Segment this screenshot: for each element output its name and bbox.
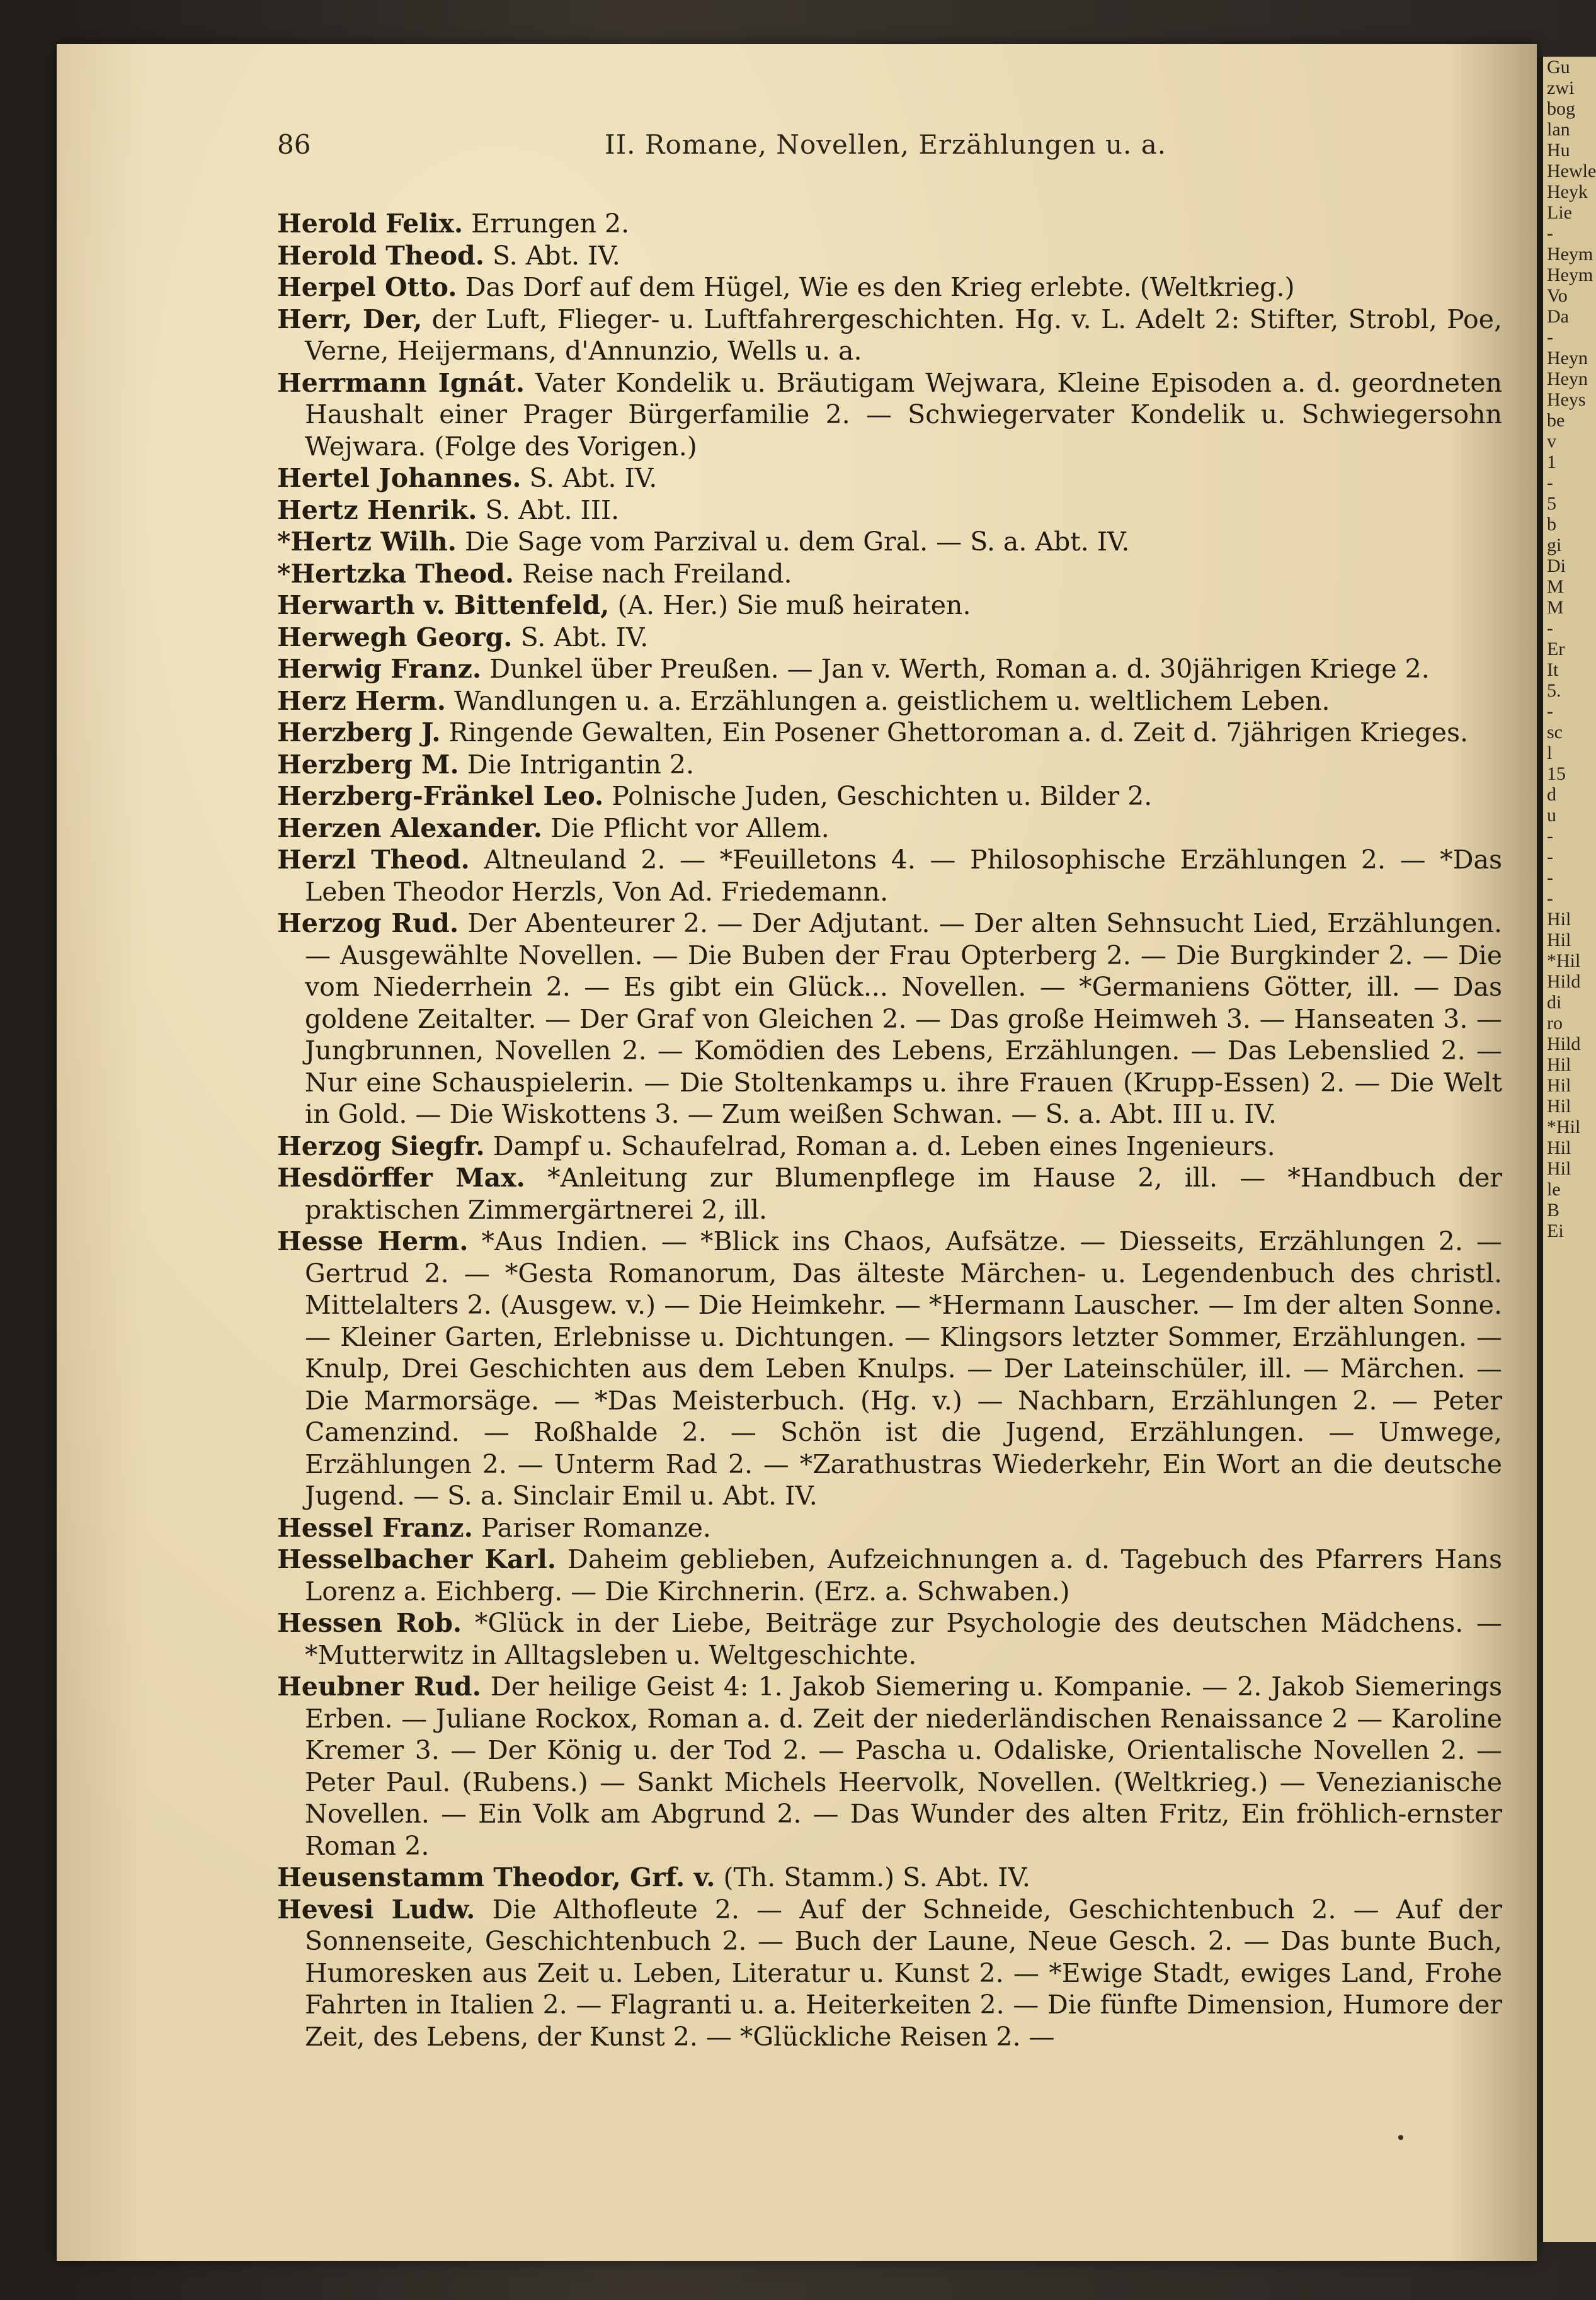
- entry-author: Herzl Theod.: [277, 845, 470, 875]
- entry-works: Vater Kondelik u. Bräutigam Wejwara, Kleine Episoden a. d. geordneten Haushalt einer Prager Bürgerfamilie 2. — Schwiegervater Kondelik u. Schwiegersohn Wejwara. (Folge des Vorigen.): [305, 367, 1502, 462]
- next-page-fragment: Heys: [1547, 389, 1586, 410]
- next-page-fragment: -: [1547, 472, 1553, 493]
- next-page-fragment: Ei: [1547, 1221, 1564, 1241]
- next-page-fragment: Heym: [1547, 244, 1593, 265]
- next-page-fragment: 5.: [1547, 680, 1561, 701]
- entry-list: [277, 208, 1502, 2052]
- entry-author: Hesselbacher Karl.: [277, 1544, 557, 1574]
- next-page-fragment: di: [1547, 992, 1562, 1013]
- next-page-fragment: -: [1547, 327, 1553, 348]
- list-item: [277, 1544, 1502, 1607]
- next-page-fragment: l: [1547, 743, 1553, 763]
- list-item: [277, 1512, 1502, 1544]
- running-title: II. Romane, Novellen, Erzählungen u. a.: [605, 129, 1167, 160]
- entry-author: Herz Herm.: [277, 685, 447, 716]
- next-page-fragment: Hil: [1547, 1096, 1571, 1117]
- entry-author: *Hertz Wilh.: [277, 527, 457, 557]
- next-page-fragment: B: [1547, 1200, 1560, 1221]
- next-page-fragment: 5: [1547, 493, 1556, 514]
- list-item: [277, 240, 1502, 272]
- list-item: [277, 526, 1502, 558]
- entry-works: Der Abenteurer 2. — Der Adjutant. — Der alten Sehnsucht Lied, Erzählungen. — Ausgewählte Novellen. — Die Buben der Frau Opterberg 2. — Die Burgkinder 2. — Die vom Niederrhein 2. — Es gibt ein Glück... Novellen. — *Germaniens Götter, ill. — Das goldene Zeitalter. — Der Graf von Gleichen 2. — Das große Heimweh 3. — Hanseaten 3. — Jungbrunnen, Novellen 2. — Komödien des Lebens, Erzählungen. — Das Lebenslied 2. — Nur eine Schauspielerin. — Die Stoltenkamps u. ihre Frauen (Krupp-Essen) 2. — Die Welt in Gold. — Die Wiskottens 3. — Zum weißen Schwan. — S. a. Abt. III u. IV.: [305, 908, 1502, 1129]
- ink-speck: [1398, 2135, 1403, 2140]
- next-page-fragment: -: [1547, 867, 1553, 888]
- entry-author: Hessen Rob.: [277, 1608, 462, 1638]
- entry-works: Die Sage vom Parzival u. dem Gral. — S. a. Abt. IV.: [456, 527, 1130, 557]
- list-item: [277, 271, 1502, 304]
- list-item: [277, 494, 1502, 527]
- entry-works: Die Intrigantin 2.: [459, 749, 695, 780]
- next-page-fragment: Da: [1547, 306, 1569, 327]
- next-page-edge: [1537, 57, 1596, 2242]
- entry-author: Hertz Henrik.: [277, 494, 477, 525]
- list-item: [277, 780, 1502, 812]
- next-page-fragment: *Hil: [1547, 950, 1581, 971]
- entry-author: Herzberg-Fränkel Leo.: [277, 781, 604, 811]
- next-page-fragment: *Hil: [1547, 1117, 1581, 1137]
- next-page-fragment: Hewle: [1547, 161, 1596, 181]
- entry-author: Hertel Johannes.: [277, 463, 522, 493]
- entry-works: Ringende Gewalten, Ein Posener Ghettoroman a. d. Zeit d. 7jährigen Krieges.: [440, 717, 1469, 748]
- entry-works: S. Abt. IV.: [521, 463, 658, 493]
- entry-author: Hesse Herm.: [277, 1226, 469, 1256]
- entry-works: Pariser Romanze.: [472, 1512, 711, 1543]
- entry-author: Herzberg M.: [277, 749, 459, 780]
- list-item: [277, 749, 1502, 781]
- next-page-fragment: Hu: [1547, 140, 1570, 161]
- next-page-fragment: -: [1547, 223, 1553, 244]
- page-header: [277, 129, 1512, 167]
- next-page-fragment: Hil: [1547, 1075, 1571, 1096]
- list-item: [277, 622, 1502, 654]
- next-page-fragment: -: [1547, 701, 1553, 722]
- entry-author: *Hertzka Theod.: [277, 558, 515, 589]
- entry-works: Die Pflicht vor Allem.: [542, 812, 829, 843]
- list-item: [277, 462, 1502, 494]
- next-page-fragment: M: [1547, 597, 1564, 618]
- list-item: [277, 1130, 1502, 1163]
- list-item: [277, 812, 1502, 845]
- list-item: [277, 685, 1502, 717]
- next-page-fragment: Er: [1547, 639, 1565, 659]
- entry-works: Errungen 2.: [463, 208, 630, 239]
- list-item: [277, 589, 1502, 622]
- next-page-fragment: Heyn: [1547, 368, 1588, 389]
- list-item: [277, 208, 1502, 240]
- list-item: [277, 1862, 1502, 1894]
- next-page-fragment: lan: [1547, 119, 1570, 140]
- list-item: [277, 367, 1502, 463]
- entry-author: Herold Theod.: [277, 240, 484, 271]
- entry-works: der Luft, Flieger- u. Luftfahrergeschichten. Hg. v. L. Adelt 2: Stifter, Strobl, Poe, Verne, Heijermans, d'Annunzio, Wells u. a.: [305, 304, 1503, 366]
- page-number: 86: [277, 129, 311, 160]
- next-page-fragment: Lie: [1547, 202, 1572, 223]
- list-item: [277, 908, 1502, 1130]
- entry-works: Die Althofleute 2. — Auf der Schneide, Geschichtenbuch 2. — Auf der Sonnenseite, Geschichtenbuch 2. — Buch der Laune, Neue Gesch. 2. — Das bunte Buch, Humoresken aus Zeit u. Leben, Literatur u. Kunst 2. — *Ewige Stadt, ewiges Land, Frohe Fahrten in Italien 2. — Flagranti u. a. Heiterkeiten 2. — Die fünfte Dimension, Humore der Zeit, des Lebens, der Kunst 2. — *Glückliche Reisen 2. —: [305, 1894, 1502, 2052]
- next-page-fragment: le: [1547, 1179, 1561, 1200]
- next-page-fragment: u: [1547, 805, 1556, 826]
- entry-works: S. Abt. IV.: [484, 240, 620, 271]
- entry-author: Heusenstamm Theodor, Grf. v.: [277, 1862, 715, 1893]
- next-page-fragment: -: [1547, 888, 1553, 909]
- next-page-fragment: -: [1547, 826, 1553, 846]
- next-page-fragment: bog: [1547, 98, 1575, 119]
- list-item: [277, 1894, 1502, 2053]
- next-page-fragment: Hil: [1547, 1054, 1571, 1075]
- list-item: [277, 304, 1502, 367]
- entry-author: Herr, Der,: [277, 304, 423, 334]
- next-page-fragment: v: [1547, 431, 1556, 452]
- entry-works: S. Abt. III.: [477, 494, 620, 525]
- entry-author: Hesdörffer Max.: [277, 1163, 525, 1193]
- entry-author: Herold Felix.: [277, 208, 464, 239]
- next-page-fragment: Vo: [1547, 285, 1568, 306]
- entry-author: Herwegh Georg.: [277, 622, 513, 652]
- next-page-fragment: sc: [1547, 722, 1563, 743]
- entry-author: Herwig Franz.: [277, 654, 482, 684]
- list-item: [277, 558, 1502, 590]
- next-page-fragment: be: [1547, 410, 1565, 431]
- entry-author: Herwarth v. Bittenfeld,: [277, 590, 610, 620]
- entry-author: Heubner Rud.: [277, 1671, 481, 1702]
- entry-author: Herrmann Ignát.: [277, 367, 525, 398]
- entry-works: *Aus Indien. — *Blick ins Chaos, Aufsätze. — Diesseits, Erzählungen 2. — Gertrud 2. — *Gesta Romanorum, Das älteste Märchen- u. Legendenbuch des christl. Mittelalters 2. (Ausgew. v.) — Die Heimkehr. — *Hermann Lauscher. — Im der alten Sonne. — Kleiner Garten, Erlebnisse u. Dichtungen. — Klingsors letzter Sommer, Erzählungen. — Knulp, Drei Geschichten aus dem Leben Knulps. — Der Lateinschüler, ill. — Märchen. — Die Marmorsäge. — *Das Meisterbuch. (Hg. v.) — Nachbarn, Erzählungen 2. — Peter Camenzind. — Roßhalde 2. — Schön ist die Jugend, Erzählungen. — Umwege, Erzählungen 2. — Unterm Rad 2. — *Zarathustras Wiederkehr, Ein Wort an die deutsche Jugend. — S. a. Sinclair Emil u. Abt. IV.: [305, 1226, 1502, 1511]
- next-page-fragment: It: [1547, 659, 1559, 680]
- next-page-fragment: Hil: [1547, 909, 1571, 930]
- list-item: [277, 1226, 1502, 1512]
- next-page-fragment: Hild: [1547, 1033, 1581, 1054]
- list-item: [277, 1607, 1502, 1671]
- next-page-fragment: ro: [1547, 1013, 1563, 1033]
- next-page-fragment: M: [1547, 576, 1564, 597]
- next-page-fragment: Hil: [1547, 1137, 1571, 1158]
- entry-works: *Glück in der Liebe, Beiträge zur Psychologie des deutschen Mädchens. — *Mutterwitz in Alltagsleben u. Weltgeschichte.: [305, 1608, 1502, 1670]
- list-item: [277, 844, 1502, 908]
- entry-author: Hevesi Ludw.: [277, 1894, 476, 1925]
- next-page-fragment: Hild: [1547, 971, 1581, 992]
- entry-works: *Anleitung zur Blumenpflege im Hause 2, ill. — *Handbuch der praktischen Zimmergärtnerei 2, ill.: [305, 1163, 1502, 1225]
- entry-author: Herpel Otto.: [277, 272, 457, 302]
- next-page-fragment: Gu: [1547, 57, 1570, 77]
- entry-works: Der heilige Geist 4: 1. Jakob Siemering u. Kompanie. — 2. Jakob Siemerings Erben. — Juliane Rockox, Roman a. d. Zeit der niederländischen Renaissance 2 — Karoline Kremer 3. — Der König u. der Tod 2. — Pascha u. Odaliske, Orientalische Novellen 2. — Peter Paul. (Rubens.) — Sankt Michels Heervolk, Novellen. (Weltkrieg.) — Venezianische Novellen. — Ein Volk am Abgrund 2. — Das Wunder des alten Fritz, Ein fröhlich-ernster Roman 2.: [305, 1671, 1502, 1861]
- entry-author: Herzberg J.: [277, 717, 441, 748]
- next-page-fragment: zwi: [1547, 77, 1575, 98]
- next-page-fragment: 1: [1547, 452, 1556, 472]
- entry-works: Wandlungen u. a. Erzählungen a. geistlichem u. weltlichem Leben.: [446, 685, 1330, 716]
- next-page-fragment: 15: [1547, 763, 1566, 784]
- entry-author: Herzen Alexander.: [277, 812, 543, 843]
- list-item: [277, 1162, 1502, 1226]
- entry-works: (A. Her.) Sie muß heiraten.: [609, 590, 971, 620]
- next-page-fragment: d: [1547, 784, 1556, 805]
- next-page-fragment: Heym: [1547, 265, 1593, 285]
- list-item: [277, 717, 1502, 749]
- list-item: [277, 653, 1502, 685]
- entry-author: Hessel Franz.: [277, 1512, 473, 1543]
- entry-works: Reise nach Freiland.: [514, 558, 792, 589]
- list-item: [277, 1671, 1502, 1862]
- entry-works: Das Dorf auf dem Hügel, Wie es den Krieg erlebte. (Weltkrieg.): [457, 272, 1295, 302]
- entry-author: Herzog Rud.: [277, 908, 459, 938]
- entry-works: S. Abt. IV.: [512, 622, 649, 652]
- entry-works: Dampf u. Schaufelrad, Roman a. d. Leben eines Ingenieurs.: [484, 1130, 1275, 1161]
- entry-works: Altneuland 2. — *Feuilletons 4. — Philosophische Erzählungen 2. — *Das Leben Theodor Herzls, Von Ad. Friedemann.: [305, 845, 1502, 907]
- entry-author: Herzog Siegfr.: [277, 1130, 485, 1161]
- next-page-fragment: Hil: [1547, 930, 1571, 950]
- entry-works: Daheim geblieben, Aufzeichnungen a. d. Tagebuch des Pfarrers Hans Lorenz a. Eichberg. — Die Kirchnerin. (Erz. a. Schwaben.): [305, 1544, 1502, 1607]
- next-page-fragment: Hil: [1547, 1158, 1571, 1179]
- next-page-fragment: -: [1547, 846, 1553, 867]
- entry-works: (Th. Stamm.) S. Abt. IV.: [715, 1862, 1030, 1893]
- entry-works: Polnische Juden, Geschichten u. Bilder 2.: [603, 781, 1153, 811]
- next-page-fragment: -: [1547, 618, 1553, 639]
- next-page-fragment: Heyk: [1547, 181, 1588, 202]
- entry-works: Dunkel über Preußen. — Jan v. Werth, Roman a. d. 30jährigen Kriege 2.: [481, 654, 1430, 684]
- next-page-fragment: b: [1547, 514, 1556, 535]
- next-page-fragment: gi: [1547, 535, 1562, 555]
- next-page-fragment: Di: [1547, 555, 1566, 576]
- next-page-fragment: Heyn: [1547, 348, 1588, 368]
